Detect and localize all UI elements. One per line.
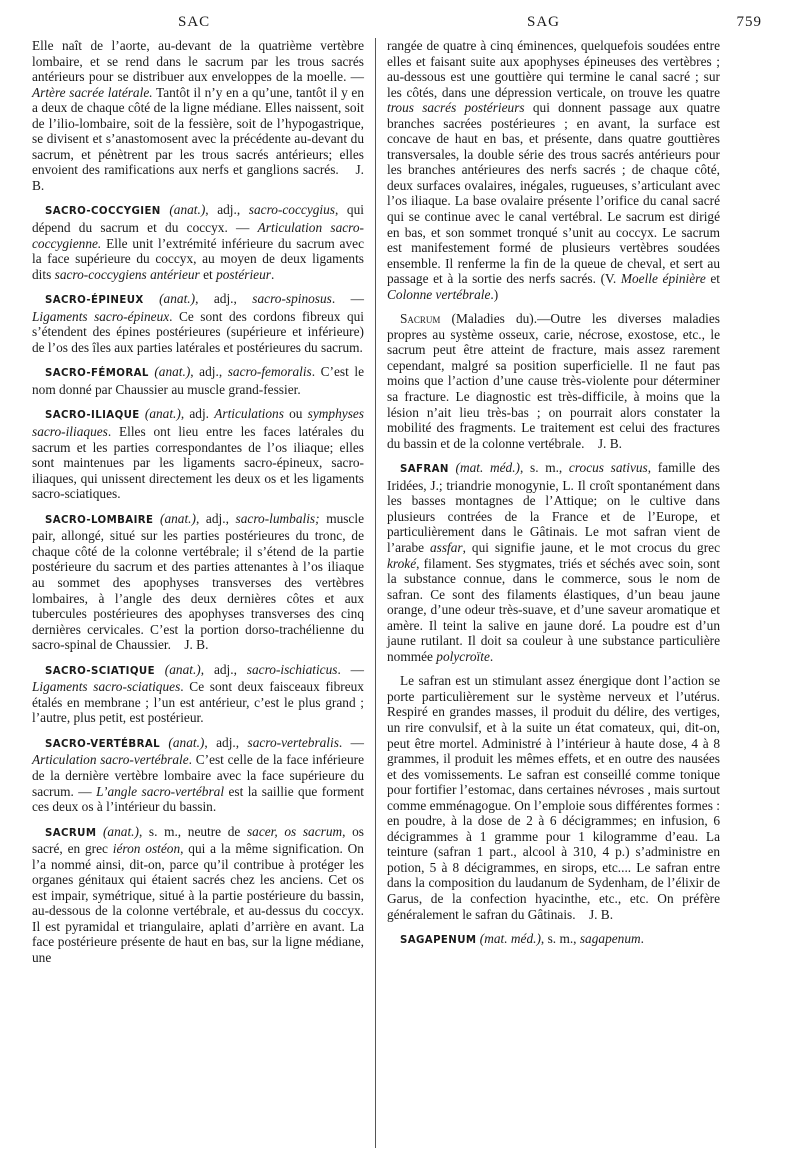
entry-text: . — xyxy=(331,291,364,307)
entry-text: Tantôt il n’y en a qu’une, tantôt il y en a deux de chaque côté de la ligne médiane. Elles naissent, soit de l’ilio-lombaire, soit de la fessière, soit de l’hypogastrique, se divisent et s’anastomosent avec la précédente au-devant du sacrum, et pénètrent par les trous sacrés antérieurs; elles envoient des ramifications aux nerfs et ganglions sacrés. xyxy=(32,84,364,178)
entry-domain: (anat.) xyxy=(96,823,139,839)
entry-domain: (anat.) xyxy=(154,661,201,677)
entry-text: , qui a la même signification. On l’a nommé ainsi, dit-on, parce qu’il contribue à protéger les organes génitaux qui étaient sacrés chez les anciens. Cet os est impair, symétrique, situé à la partie postérieure du bassin, au-dessous de la colonne vertébrale, et au-dessus du coccyx. Il est pyramidal et triangulaire, aplati d’arrière en avant. La face postérieure présente de haut en bas, sur la ligne médiane, une xyxy=(32,841,364,965)
header-left-word: SAC xyxy=(178,14,211,30)
entry-text: , filament. Ses stygmates, triés et séchés avec soin, sont la substance connue, dans le commerce, sous le nom de safran. Ce sont des filaments élastiques, d’un beau jaune orange, d’une odeur très-suave, et d’une saveur aromatique et amère. Il teint la salive en jaune doré. La poudre est d’un jaune rutilant. Il doit sa couleur à une substance particulière nommée xyxy=(387,555,720,664)
entry-italic: sacer, os sacrum xyxy=(246,823,343,839)
entry-text: ou xyxy=(283,406,308,422)
entry-text: , os sacré, en grec xyxy=(32,823,364,857)
entry-italic: assfar xyxy=(430,539,463,555)
entry-text: muscle pair, allongé, situé sur les parties postérieures du tronc, de chaque côté de la colonne vertébrale; il s’étend de la partie postérieure du sacrum et des parties attenantes à l’os iliaque au sommet des apophyses transverses des vertèbres lombaires, à l’angle des deux dernières côtes et aux tubercules postérieures des apophyses transverses des cinq dernières cervicales. C’est la portion dorso-trachélienne du sacro-spinal de Chaussier. xyxy=(32,510,364,653)
entry-text: et xyxy=(705,271,721,287)
entry-text: . xyxy=(640,931,644,947)
entry-italic: postérieur xyxy=(216,266,271,282)
entry-text: .) xyxy=(490,286,499,302)
entry-text: . Ce sont des cordons fibreux qui s’étendent des épines postérieures (supérieure et inférieure) de l’os des îles aux parties latérales et postérieures du sacrum. xyxy=(32,308,364,355)
entry-italic: iéron ostéon xyxy=(112,841,181,857)
entry-text: Le safran est un stimulant assez énergique dont l’action se porte particulièrement sur le système nerveux et l’utérus. Respiré en grandes masses, il produit du délire, des vertiges, un rire convulsif, et à la suite un état comateux, qui, dit-on, peut être mortel. Administré à l’intérieur à haute dose, 4 à 8 grammes, il produit les mêmes effets, et en outre des nausées et des vomissements. Le safran est conseillé comme tonique pour fortifier l’estomac, dans certaines névroses , mais surtout comme emménagogue. On l’emploie sous différentes formes : en poudre, à la dose de 2 à 6 décigrammes; en infusion, 6 décigrammes à 1 gramme pour 1 kilogramme d’eau. La teinture (safran 1 part., alcool à 310, 4 p.) s’administre en potion, 5 à 8 décigrammes, en sirops, etc.... Le safran entre dans la composition du laudanum de Sydenham, de l’élixir de Garus, de la confection hyacinthe, etc., etc. On préfère généralement le safran du Gâtinais. xyxy=(387,673,720,922)
entry-headword: SACRO-LOMBAIRE xyxy=(45,514,154,526)
entry-italic: sacro-femoralis xyxy=(227,364,312,380)
entry-text: , adj., xyxy=(204,734,248,750)
entry-headword: SACRO-SCIATIQUE xyxy=(45,665,155,677)
entry-headword: Sacrum xyxy=(400,311,441,327)
entry-italic: Articulation sacro-vertébrale xyxy=(32,752,189,768)
entry-italic: Moelle épinière xyxy=(620,271,706,287)
entry-headword: SACRO-ILIAQUE xyxy=(45,410,140,422)
entry-text: . C’est le nom donné par Chaussier au muscle grand-fessier. xyxy=(32,364,364,397)
entry-text: , s. m., xyxy=(520,460,569,476)
entry-sacrum-continued xyxy=(387,38,720,302)
entry-sacrum xyxy=(32,824,364,966)
header-center-word: SAG xyxy=(527,14,561,30)
entry-italic: symphyses sacro-iliaques xyxy=(32,406,364,440)
author-signature: J. B. xyxy=(184,637,209,653)
entry-domain: (anat.) xyxy=(139,406,181,422)
entry-sacrum-maladies xyxy=(387,311,720,451)
entry-text: , adj., xyxy=(200,661,247,677)
entry-text: , s. m., xyxy=(540,931,580,947)
author-signature: J. B. xyxy=(32,162,364,193)
entry-italic: Articulation sacro-coccygienne. xyxy=(32,220,364,251)
entry-domain: (anat.) xyxy=(143,291,196,307)
entry-italic: kroké xyxy=(387,555,417,571)
entry-text: , adj., xyxy=(195,291,253,307)
entry-headword: SACRO-COCCYGIEN xyxy=(45,206,161,218)
entry-italic: sacro-coccygius xyxy=(248,202,335,218)
entry-artere-sacree xyxy=(32,38,364,193)
page-number: 759 xyxy=(736,14,762,30)
entry-italic: sagapenum xyxy=(579,931,641,947)
entry-text: . xyxy=(270,266,275,282)
entry-italic: polycroïte xyxy=(436,648,490,664)
entry-sacro-sciatique xyxy=(32,662,364,726)
entry-text: et xyxy=(199,266,217,282)
entry-text: , adj., xyxy=(190,364,228,380)
entry-domain: (mat. méd.) xyxy=(448,460,520,476)
entry-text: rangée de quatre à cinq éminences, quelquefois soudées entre elles et faisant suite aux apophyses épineuses des vertèbres ; au-dessous est une gouttière qui termine le canal sacré ; sur les côtés, dans une dépression verticale, on trouve les quatre xyxy=(387,38,720,100)
entry-text: Elle naît de l’aorte, au-devant de la quatrième vertèbre lombaire, et se rend dans le sacrum par les trous sacrés antérieurs pour se distribuer aux enveloppes de la moelle. — xyxy=(32,38,364,85)
entry-domain: (mat. méd.) xyxy=(476,931,541,947)
entry-headword: SAFRAN xyxy=(400,464,449,476)
entry-text: (Maladies du).—Outre les diverses maladies propres au système osseux, carie, nécrose, exostose, etc., le sacrum peut être atteint de fracture, mais assez rarement cependant, malgré sa position superficielle. Il ne faut pas moins que l’action d’une cause très-violente pour déterminer sa fracture. Le diagnostic est très-difficile, à moins que la lésion n’ait lieu très-bas ; on pourrait alors constater la mobilité des fragments. Le traitement est celui des fractures du bassin et de la colonne vertébrale. xyxy=(387,311,720,451)
entry-text: . Elles ont lieu entre les faces latérales du sacrum et les parties correspondantes de l’os iliaque; elles sont maintenues par les ligaments sacro-épineux, sacro-iliaques, qui unissent directement les deux os et les ligaments sacro-sciatiques. xyxy=(32,424,364,502)
entry-sagapenum xyxy=(387,931,720,949)
entry-sacro-iliaque xyxy=(32,406,364,501)
entry-text: est la saillie que forment ces deux os à l’intérieur du bassin. xyxy=(32,783,364,815)
entry-headword: SACRO-FÉMORAL xyxy=(45,368,149,380)
entry-italic: Artère sacrée latérale. xyxy=(32,84,153,100)
entry-safran xyxy=(387,460,720,664)
entry-sacro-femoral xyxy=(32,364,364,397)
entry-text: , adj. xyxy=(180,406,215,422)
entry-headword: SACRO-ÉPINEUX xyxy=(45,295,144,307)
author-signature: J. B. xyxy=(588,906,614,922)
column-divider xyxy=(375,38,376,1148)
entry-domain: (anat.) xyxy=(160,734,205,750)
entry-text: , adj., xyxy=(205,202,249,218)
entry-text: Elle unit l’extrémité inférieure du sacrum avec la face supérieure du coccyx, au moyen de deux ligaments dits xyxy=(32,235,364,282)
entry-italic: sacro-spinosus xyxy=(252,291,332,307)
entry-italic: crocus sativus xyxy=(568,460,648,476)
running-header xyxy=(0,14,800,36)
entry-headword: SAGAPENUM xyxy=(400,935,477,947)
entry-italic: Articulations xyxy=(214,406,284,422)
entry-text: qui donnent passage aux quatre branches sacrées postérieures ; en avant, la surface est concave de haut en bas, et présente, dans quatre gouttières transversales, la double série des trous sacrés antérieurs pour les branches antérieures des nerfs sacrés ; de chaque côté, deux surfaces ovalaires, inégales, rugueuses, s’articulant avec l’os iliaque. La base ovalaire présente l’orifice du canal sacré qui se continue avec le canal vertébral. Le sacrum est dirigé en bas, et son sommet tronqué s’unit au coccyx. Le sacrum est manifestement formé de plusieurs vertèbres soudées ensemble. Il renferme la fin de la queue de cheval, et sert au passage et à la sortie des nerfs sacrés. (V. xyxy=(387,100,720,287)
entry-text: , famille des Iridées, J.; triandrie monogynie, L. Il croît spontanément dans les basses montagnes de l’Attique; on le cultive dans plusieurs contrées de la France et de l’Europe, et particulièrement dans le Gâtinais. Le mot safran vient de l’arabe xyxy=(387,460,720,555)
entry-text: . Ce sont deux faisceaux fibreux étalés en membrane ; l’un est antérieur, c’est le plus grand ; l’autre, plus petit, est postérieur. xyxy=(32,679,364,726)
entry-safran-usage xyxy=(387,673,720,922)
entry-headword: SACRUM xyxy=(45,827,97,839)
entry-domain: (anat.) xyxy=(153,510,196,526)
entry-italic: L’angle sacro-vertébral xyxy=(96,783,225,799)
entry-italic: sacro-vertebralis xyxy=(247,734,339,750)
entry-italic: Ligaments sacro-sciatiques xyxy=(32,679,181,695)
entry-text: , s. m., neutre de xyxy=(138,823,247,839)
entry-sacro-vertebral xyxy=(32,735,364,815)
entry-sacro-epineux xyxy=(32,291,364,355)
entry-text: . xyxy=(489,648,494,664)
entry-sacro-lombaire xyxy=(32,511,364,653)
left-column xyxy=(32,38,364,975)
entry-italic: sacro-coccygiens antérieur xyxy=(54,266,200,282)
entry-text: , qui signifie jaune, et le mot crocus du grec xyxy=(462,539,720,555)
entry-text: . C’est celle de la face inférieure de la dernière vertèbre lombaire avec la face supérieure du sacrum. — xyxy=(32,752,364,799)
entry-text: , qui dépend du sacrum et du coccyx. — xyxy=(32,202,364,236)
entry-italic: trous sacrés postérieurs xyxy=(387,100,525,116)
entry-text: . — xyxy=(338,734,365,750)
entry-italic: sacro-lumbalis; xyxy=(235,510,320,526)
entry-domain: (anat.) xyxy=(148,364,191,380)
entry-italic: Colonne vertébrale xyxy=(387,286,491,302)
entry-domain: (anat.) xyxy=(160,202,206,218)
entry-text: . — xyxy=(337,661,364,677)
right-column xyxy=(387,38,720,958)
entry-sacro-coccygien xyxy=(32,202,364,282)
entry-italic: Ligaments sacro-épineux xyxy=(32,308,170,324)
entry-headword: SACRO-VERTÉBRAL xyxy=(45,738,161,750)
author-signature: J. B. xyxy=(597,435,622,451)
entry-italic: sacro-ischiaticus xyxy=(246,661,338,677)
entry-text: , adj., xyxy=(195,510,236,526)
